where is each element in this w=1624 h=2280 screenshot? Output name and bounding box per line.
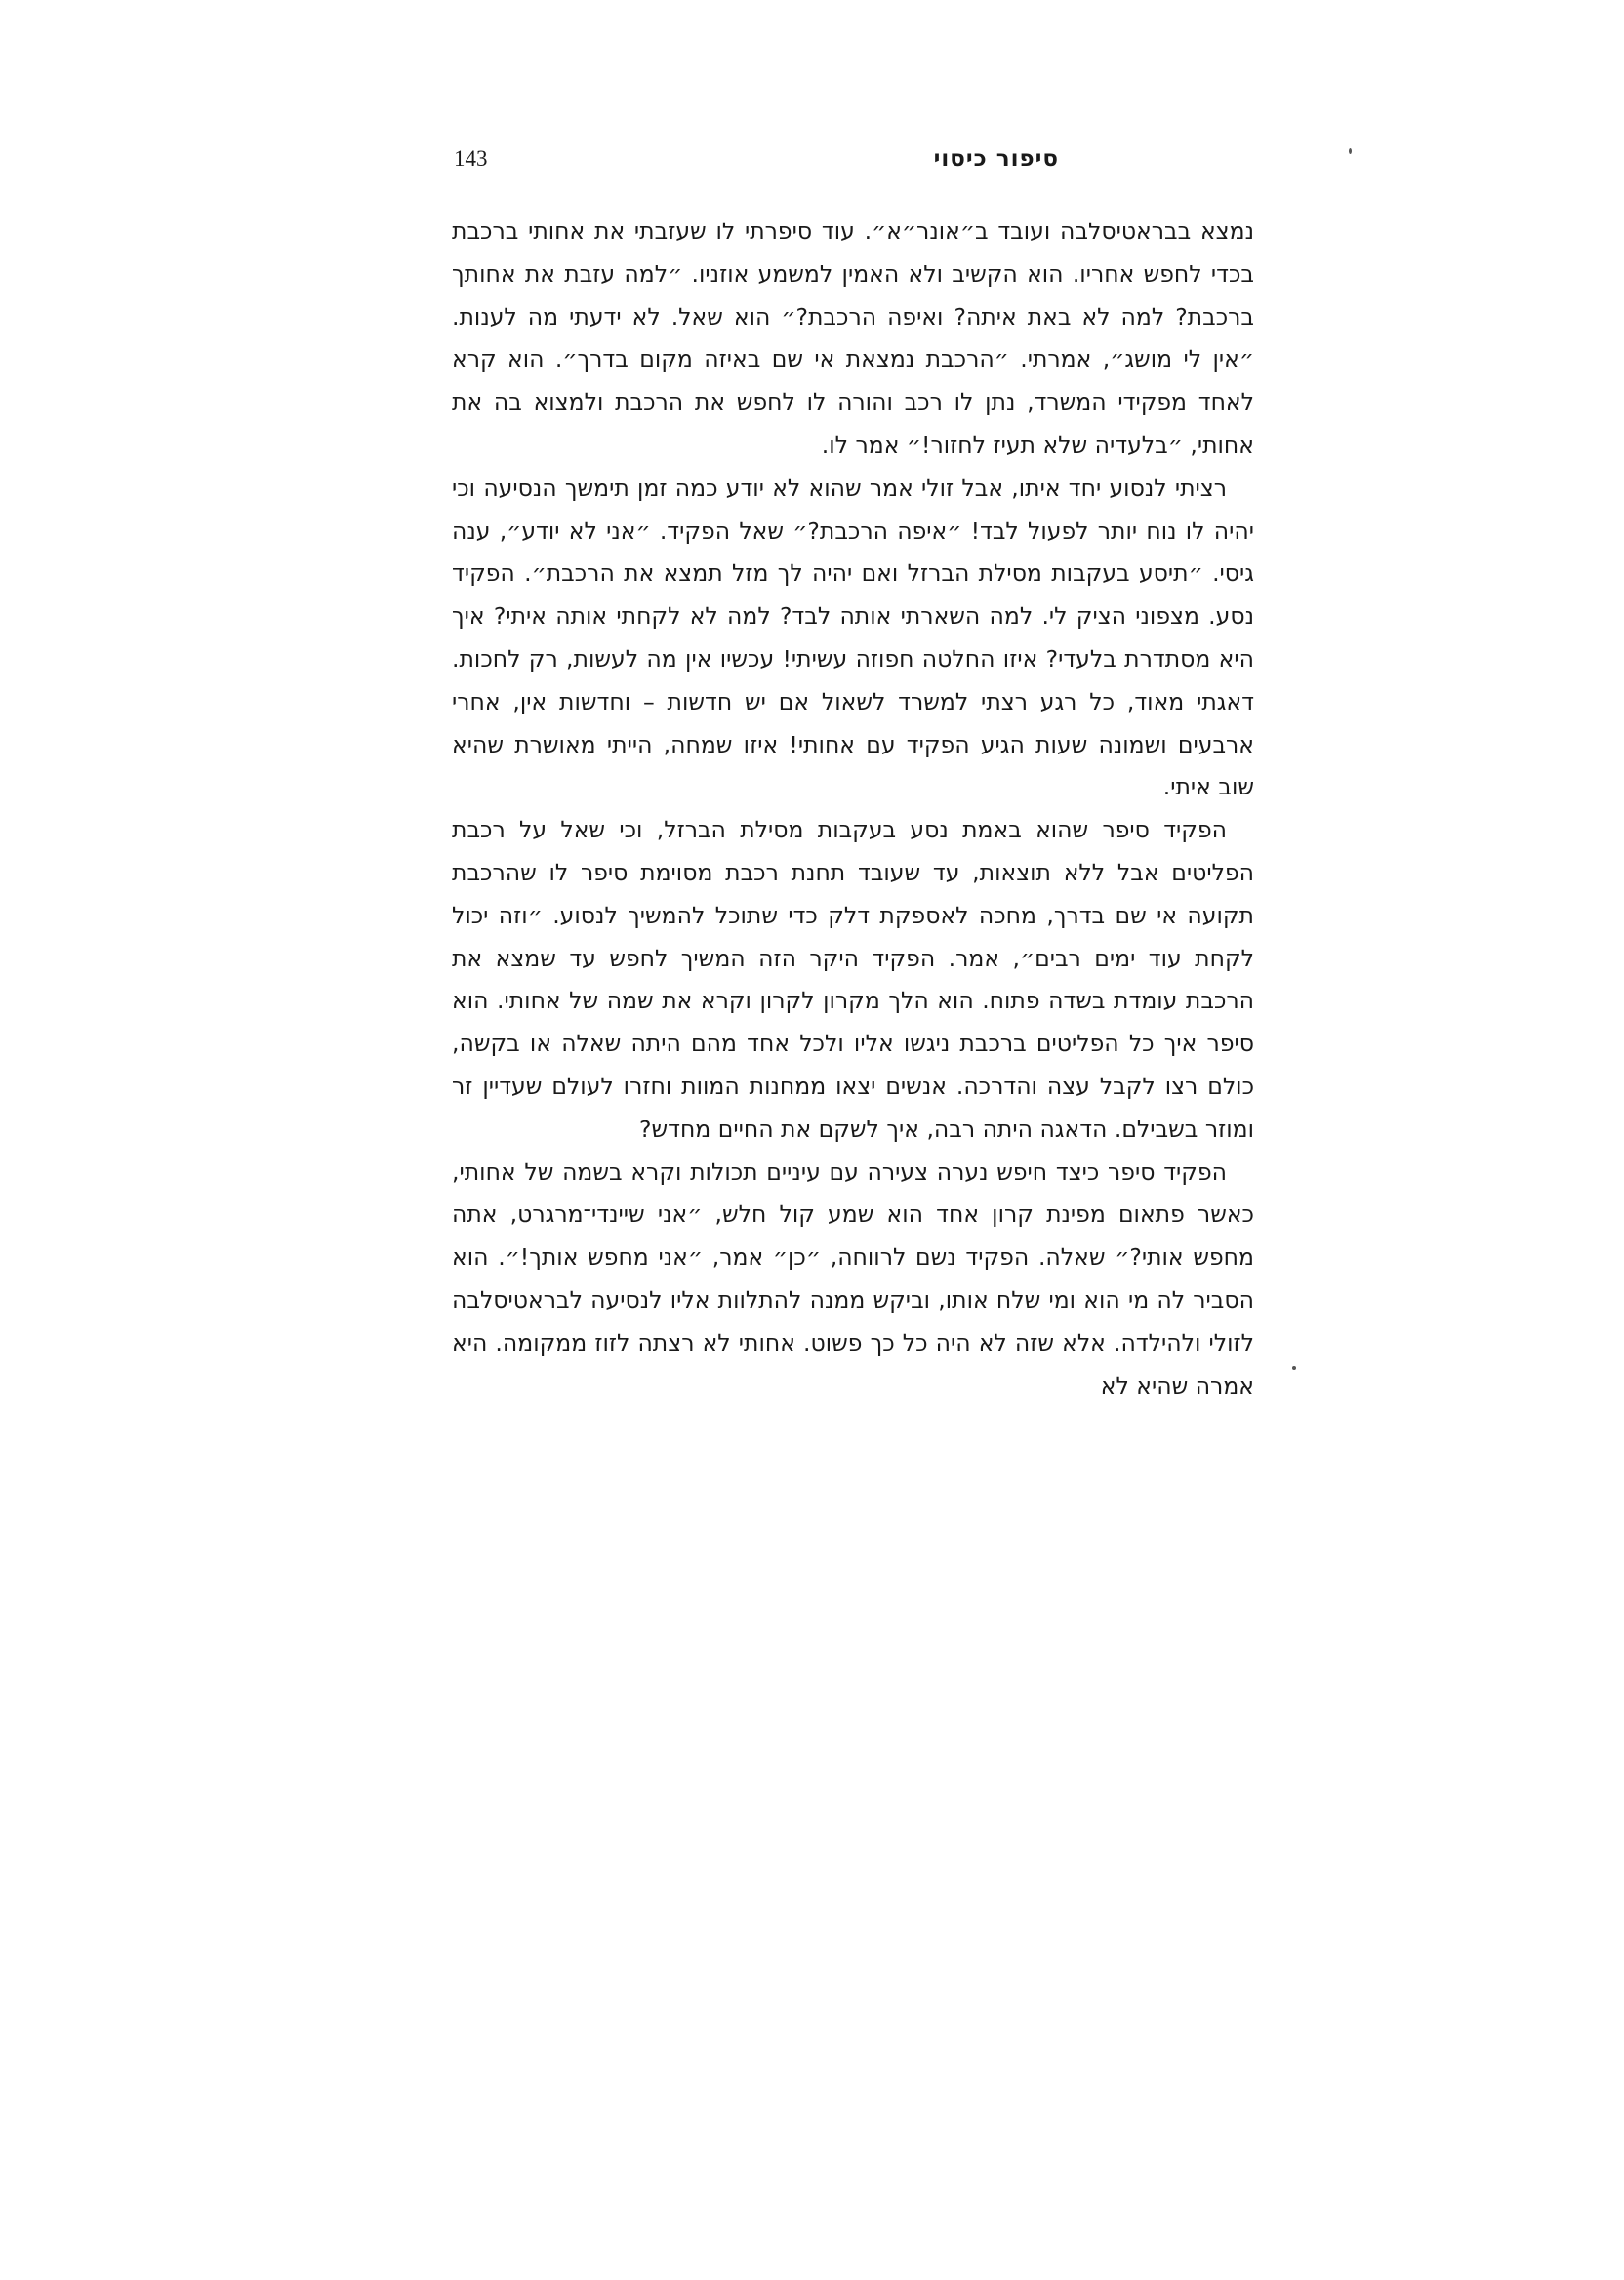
page-number: 143 [454,146,488,171]
running-title: סיפור כיסוי [933,146,1059,172]
scan-speck [1292,1366,1296,1370]
running-header [454,146,1254,185]
paragraph: רציתי לנסוע יחד איתו, אבל זולי אמר שהוא לא יודע כמה זמן תימשך הנסיעה וכי יהיה לו נוח יותר לפעול לבד! ״איפה הרכבת?״ שאל הפקיד. ״אני לא יודע״, ענה גיסי. ״תיסע בעקבות מסילת הברזל ואם יהיה לך מזל תמצא את הרכבת״. הפקיד נסע. מצפוני הציק לי. למה השארתי אותה לבד? למה לא לקחתי אותה איתי? איך היא מסתדרת בלעדי? איזו החלטה חפוזה עשיתי! עכשיו אין מה לעשות, רק לחכות. דאגתי מאוד, כל רגע רצתי למשרד לשאול אם יש חדשות – וחדשות אין, אחרי ארבעים ושמונה שעות הגיע הפקיד עם אחותי! איזו שמחה, הייתי מאושרת שהיא שוב איתי. [452,473,1254,801]
body-text [452,211,1254,1407]
paragraph: נמצא בבראטיסלבה ועובד ב״אונר״א״. עוד סיפרתי לו שעזבתי את אחותי ברכבת בכדי לחפש אחריו. הוא הקשיב ולא האמין למשמע אוזניו. ״למה עזבת את אחותך ברכבת? למה לא באת איתה? ואיפה הרכבת?״ הוא שאל. לא ידעתי מה לענות. ״אין לי מושג״, אמרתי. ״הרכבת נמצאת אי שם באיזה מקום בדרך״. הוא קרא לאחד מפקידי המשרד, נתן לו רכב והורה לו לחפש את הרכבת ולמצוא בה את אחותי, ״בלעדיה שלא תעיז לחזור!״ אמר לו. [452,218,1254,459]
scan-speck [1349,148,1352,154]
paragraph: הפקיד סיפר שהוא באמת נסע בעקבות מסילת הברזל, וכי שאל על רכבת הפליטים אבל ללא תוצאות, עד שעובד תחנת רכבת מסוימת סיפר לו שהרכבת תקועה אי שם בדרך, מחכה לאספקת דלק כדי שתוכל להמשיך לנסוע. ״וזה יכול לקחת עוד ימים רבים״, אמר. הפקיד היקר הזה המשיך לחפש עד שמצא את הרכבת עומדת בשדה פתוח. הוא הלך מקרון לקרון וקרא את שמה של אחותי. הוא סיפר איך כל הפליטים ברכבת ניגשו אליו ולכל אחד מהם היתה שאלה או בקשה, כולם רצו לקבל עצה והדרכה. אנשים יצאו ממחנות המוות וחזרו לעולם שעדיין זר ומוזר בשבילם. הדאגה היתה רבה, איך לשקם את החיים מחדש? [452,816,1254,1143]
paragraph: הפקיד סיפר כיצד חיפש נערה צעירה עם עיניים תכולות וקרא בשמה של אחותי, כאשר פתאום מפינת קרון אחד הוא שמע קול חלש, ״אני שיינדי־מרגרט, אתה מחפש אותי?״ שאלה. הפקיד נשם לרווחה, ״כן״ אמר, ״אני מחפש אותך!״. הוא הסביר לה מי הוא ומי שלח אותו, וביקש ממנה להתלוות אליו לנסיעה לבראטיסלבה לזולי ולהילדה. אלא שזה לא היה כל כך פשוט. אחותי לא רצתה לזוז ממקומה. היא אמרה שהיא לא [452,1158,1254,1400]
